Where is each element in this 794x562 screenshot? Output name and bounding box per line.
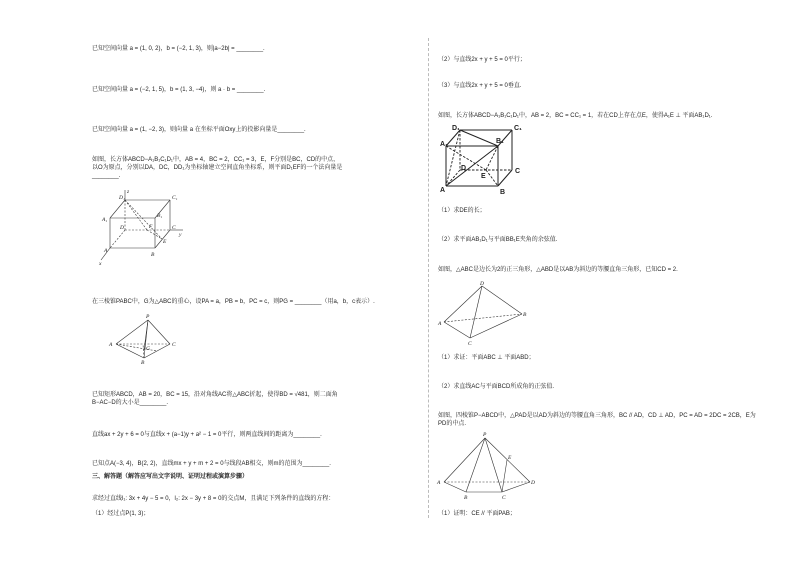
subquestion-prove-perpendicular-planes: （1）求证：平面ABC ⊥ 平面ABD； xyxy=(438,355,535,361)
fig3-label: B xyxy=(500,189,506,196)
figure-tetrahedron-centroid xyxy=(108,314,188,366)
fig1-label: D₁ xyxy=(119,195,125,201)
subquestion-plane-angle: （2）求平面AB₁D₁与平面BB₁E夹角的余弦值. xyxy=(438,237,558,243)
fig3-label: C xyxy=(515,168,521,175)
fig1-label: A₁ xyxy=(102,217,108,223)
question-projection: 已知空间向量 a = (1, −2, 3)，则向量 a 在坐标平面Oxy上的投影向量是________. xyxy=(92,127,306,133)
fig1-label: C₁ xyxy=(172,195,178,201)
question-dot-product: 已知空间向量 a = (−2, 1, 5)，b = (1, 3, −4)，则 a · b = ________. xyxy=(92,87,266,93)
fig5-label: C xyxy=(502,495,506,501)
question-cuboid-perpendicular: 如图，长方体ABCD−A₁B₁C₁D₁中，AB = 2，BC = CC₁ = 1，若在CD上存在点E，使得A₁E ⊥ 平面AB₁D₁. xyxy=(438,113,713,119)
fig1-label: B xyxy=(151,252,155,258)
subquestion-parallel-line: （2）与直线2x + y + 5 = 0平行； xyxy=(438,57,526,63)
question-dihedral-angle: 已知矩形ABCD，AB = 20，BC = 15，沿对角线AC将△ABC折起，使得BD = √481，则二面角B−AC−D的大小是________. xyxy=(92,392,338,406)
fig1-label: y xyxy=(179,232,182,238)
figure-pyramid-abcd xyxy=(438,280,528,348)
fig1-label: D xyxy=(120,225,124,231)
fig3-label: D₁ xyxy=(452,125,460,132)
fig5-label: B xyxy=(464,495,468,501)
fig3-label: A xyxy=(440,187,446,194)
question-quadrilateral-pyramid: 如图，四棱锥P−ABCD中，△PAD是以AD为斜边的等腰直角三角形，BC // AD，CD ⊥ AD，PC = AD = 2DC = 2CB，E为PD的中点. xyxy=(438,413,756,427)
subquestion-de-length: （1）求DE的长； xyxy=(438,208,486,214)
subquestion-prove-parallel: （1）证明：CE // 平面PAB； xyxy=(438,511,516,517)
fig2-label: P xyxy=(146,314,150,320)
figure-cuboid-coordinates xyxy=(95,190,185,265)
figure-cuboid-point-e xyxy=(440,124,532,199)
fig4-label: A xyxy=(438,321,442,327)
fig5-label: P xyxy=(483,432,487,438)
fig4-label: B xyxy=(523,312,527,318)
question-vector-magnitude: 已知空间向量 a = (1, 0, 2)，b = (−2, 1, 3)，则|a−2b| = ________. xyxy=(92,46,265,52)
question-parallel-distance: 直线ax + 2y + 6 = 0与直线x + (a−1)y + a² − 1 = 0平行，则两直线间的距离为________. xyxy=(92,432,322,438)
fig3-label: B₁ xyxy=(496,138,504,145)
fig1-label: x xyxy=(99,261,102,267)
question-normal-vector: 如图，长方体ABCD−A₁B₁C₁D₁中，AB = 4，BC = 2，CC₁ = 3，E，F分别是BC，CD的中点，以O为原点，分别以DA，DC，DD₁为坐标轴建立空间直角坐标系，则平面D₁EF的一个法向量是________. xyxy=(92,157,343,179)
fig2-label: G xyxy=(146,346,150,352)
subquestion-perpendicular-line: （3）与直线2x + y + 5 = 0垂直. xyxy=(438,83,522,89)
question-centroid: 在三棱锥PABC中，G为△ABC的重心，设PA = a，PB = b，PC = c，则PG = ________（用a，b，c表示）. xyxy=(92,299,375,305)
fig2-label: B xyxy=(141,360,145,366)
question-triangle-pyramid: 如图，△ABC是边长为2的正三角形，△ABD是以AB为斜边的等腰直角三角形，已知CD = 2. xyxy=(438,267,678,273)
fig3-label: A₁ xyxy=(440,141,448,148)
subquestion-through-point: （1）经过点P(1, 3)； xyxy=(92,511,150,517)
question-line-equation: 求经过直线l₁: 3x + 4y − 5 = 0，l₂: 2x − 3y + 8 = 0的交点M，且满足下列条件的直线的方程： xyxy=(92,496,335,502)
subquestion-line-plane-angle: （2）求直线AC与平面BCD所成角的正弦值. xyxy=(438,384,555,390)
fig2-label: A xyxy=(109,342,113,348)
fig1-label: B₁ xyxy=(157,213,163,219)
column-divider xyxy=(428,38,429,518)
figure-pyramid-pabcd xyxy=(436,432,536,504)
fig3-label: D xyxy=(461,165,467,172)
fig5-label: D xyxy=(531,480,535,486)
question-parameter-range: 已知点A(−3, 4)，B(2, 2)，直线mx + y + m + 2 = 0与线段AB相交，则m的范围为________. xyxy=(92,461,331,467)
fig2-label: C xyxy=(172,342,176,348)
fig3-label: E xyxy=(481,173,486,180)
section-heading-solutions: 三、解答题（解答应写出文字说明、证明过程或演算步骤） xyxy=(92,474,249,480)
fig1-label: E xyxy=(163,239,167,245)
fig1-label: F xyxy=(149,224,153,230)
fig5-label: E xyxy=(508,455,512,461)
fig1-label: C xyxy=(172,225,176,231)
fig4-label: D xyxy=(480,281,484,287)
fig3-label: C₁ xyxy=(514,125,522,132)
fig4-label: C xyxy=(468,341,472,347)
fig5-label: A xyxy=(437,480,441,486)
fig1-label: A xyxy=(104,248,108,254)
fig1-label: z xyxy=(127,189,130,195)
